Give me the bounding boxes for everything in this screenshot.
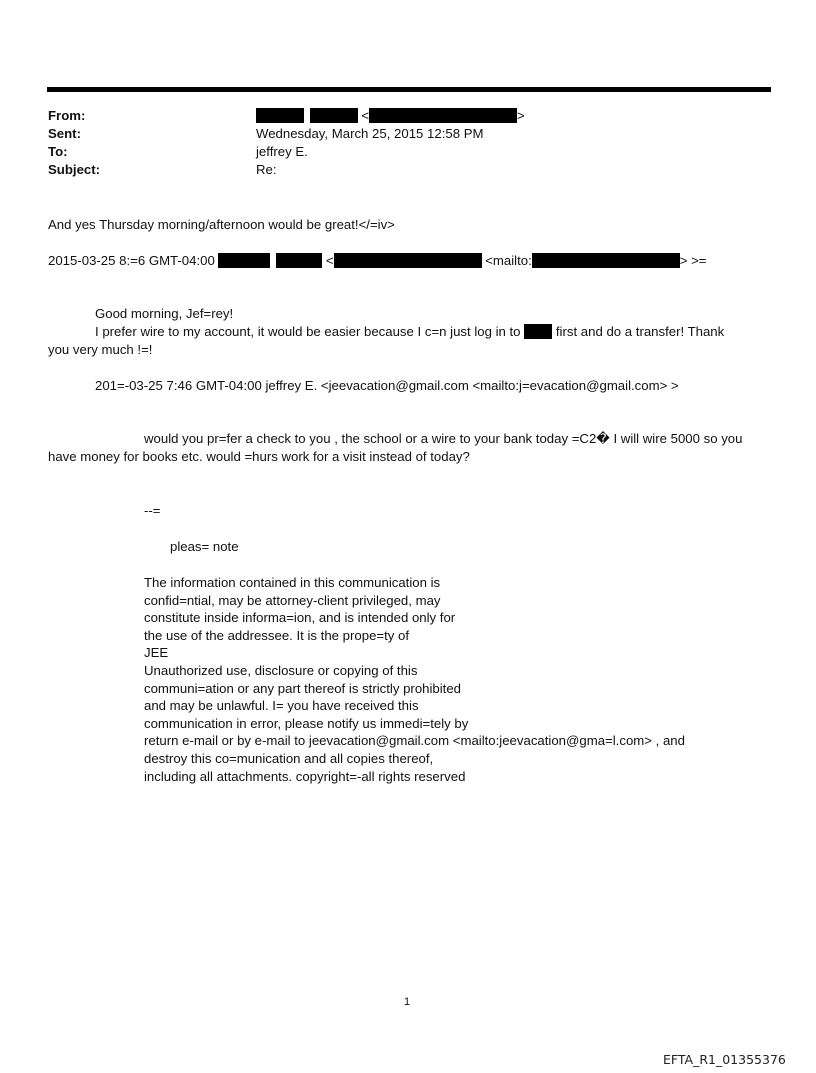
disclaimer-block [144,574,685,785]
disclaimer-line: destroy this co=munication and all copies thereof, [144,750,434,766]
from-gt: > [517,108,525,123]
redaction-box [310,108,358,123]
disclaimer-line: including all attachments. copyright=-all rights reserved [144,768,466,784]
disclaimer-line: the use of the addressee. It is the prope=ty of [144,627,410,643]
from-lt: < [361,108,370,123]
redaction-box [369,108,517,123]
redaction-box [256,108,304,123]
disclaimer-line: communi=ation or any part thereof is strictly prohibited [144,680,462,696]
redaction-box [276,253,322,268]
from-value [256,108,525,123]
quote-header-1 [48,253,707,268]
para1-part-a: I prefer wire to my account, it would be easier because I c=n just log in to [95,324,521,339]
please-note: pleas= note [170,539,239,554]
header-rule [47,87,771,92]
disclaimer-line: confid=ntial, may be attorney-client privileged, may [144,592,441,608]
disclaimer-line: constitute inside informa=ion, and is intended only for [144,610,456,626]
quote1-prefix: 2015-03-25 8:=6 GMT-04:00 [48,253,215,268]
quote-header-2: 201=-03-25 7:46 GMT-04:00 jeffrey E. <jeevacation@gmail.com <mailto:j=evacation@gmail.com> > [95,378,679,393]
from-label: From: [48,108,86,123]
disclaimer-line: communication in error, please notify us immedi=tely by [144,715,469,731]
disclaimer-line: and may be unlawful. I= you have received this [144,698,419,714]
para1-line1 [95,324,724,339]
redaction-box [524,324,552,339]
redaction-box [218,253,270,268]
page-number: 1 [404,996,411,1008]
disclaimer-line: Unauthorized use, disclosure or copying of this [144,662,418,678]
greeting: Good morning, Jef=rey! [95,306,234,321]
para1-line2: you very much !=! [48,342,153,357]
disclaimer-line: JEE [144,645,169,661]
quote1-mailto: <mailto: [485,253,532,268]
subject-label: Subject: [48,162,101,177]
para1-part-b: first and do a transfer! Thank [555,324,725,339]
question-line2: have money for books etc. would =hurs work for a visit instead of today? [48,449,470,464]
signature-dashes: --= [144,503,161,518]
sent-value: Wednesday, March 25, 2015 12:58 PM [256,126,484,141]
quote1-lt: < [325,253,334,268]
sent-label: Sent: [48,126,81,141]
reply-line: And yes Thursday morning/afternoon would be great!</=iv> [48,217,395,232]
to-label: To: [48,144,68,159]
disclaimer-line: return e-mail or by e-mail to jeevacation@gmail.com <mailto:jeevacation@gma=l.com> , and [144,733,685,749]
disclaimer-line: The information contained in this communication is [144,575,441,590]
redaction-box [334,253,482,268]
question-line1: would you pr=fer a check to you , the school or a wire to your bank today =C2� I will wire 5000 so you [144,431,743,446]
quote1-suffix: > >= [679,253,707,268]
to-value: jeffrey E. [256,144,308,159]
redaction-box [532,253,680,268]
document-id: EFTA_R1_01355376 [663,1052,786,1067]
subject-value: Re: [256,162,277,177]
